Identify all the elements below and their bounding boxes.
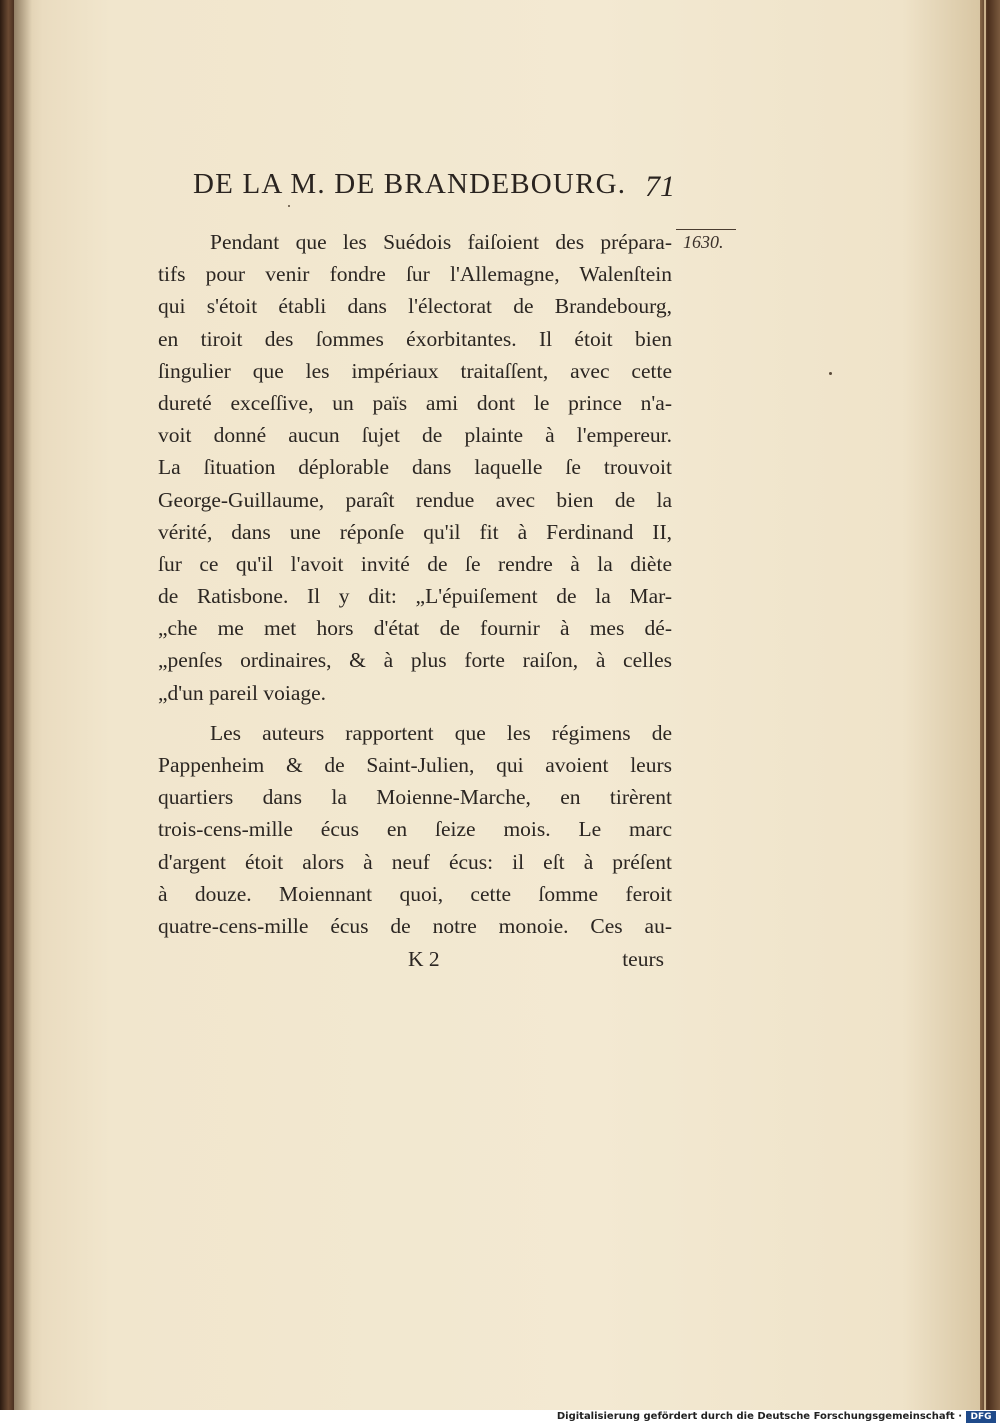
text-line: dureté exceſſive, un païs ami dont le prince n'a- — [158, 390, 672, 415]
text-line: ſur ce qu'il l'avoit invité de ſe rendre à la diète — [158, 551, 672, 576]
text-line: à douze. Moiennant quoi, cette ſomme feroit — [158, 881, 672, 906]
running-head — [193, 168, 683, 208]
signature-mark: K 2 — [408, 947, 440, 971]
text-line: Pendant que les Suédois faiſoient des prépara- — [210, 230, 672, 254]
digitization-credit-bar — [0, 1410, 1000, 1425]
text-line: en tiroit des ſommes éxorbitantes. Il étoit bien — [158, 326, 672, 351]
paper-speck — [829, 372, 832, 375]
margin-note-year: 1630. — [683, 232, 724, 252]
text-line: ſingulier que les impériaux traitaſſent, avec cette — [158, 358, 672, 383]
page-stack-edge — [980, 0, 1000, 1410]
text-line: vérité, dans une réponſe qu'il fit à Ferdinand II, — [158, 519, 672, 544]
text-line: trois-cens-mille écus en ſeize mois. Le marc — [158, 817, 672, 842]
page-footer — [158, 947, 672, 981]
text-line: tifs pour venir fondre ſur l'Allemagne, Walenſtein — [158, 262, 672, 287]
paragraph-1 — [158, 226, 672, 709]
text-line: Les auteurs rapportent que les régimens de — [210, 720, 672, 745]
text-line: „d'un pareil voiage. — [158, 680, 327, 705]
text-line: „che me met hors d'état de fournir à mes dé- — [158, 616, 672, 641]
page-number: 71 — [645, 170, 675, 203]
running-head-title: DE LA M. DE BRANDEBOURG. — [193, 168, 627, 200]
dfg-logo-icon: DFG — [966, 1411, 996, 1423]
text-line: George-Guillaume, paraît rendue avec bien de la — [158, 487, 672, 512]
paper-speck — [288, 205, 290, 207]
digitization-credit-text: Digitalisierung gefördert durch die Deutsche Forschungsgemeinschaft · — [556, 1411, 962, 1422]
margin-note-rule — [676, 229, 736, 230]
text-line: quartiers dans la Moienne-Marche, en tirèrent — [158, 785, 672, 810]
body-text — [158, 226, 672, 942]
text-line: qui s'étoit établi dans l'électorat de Brandebourg, — [158, 294, 672, 319]
text-line: d'argent étoit alors à neuf écus: il eſt à préſent — [158, 849, 672, 874]
text-line: quatre-cens-mille écus de notre monoie. Ces au- — [158, 913, 672, 938]
text-line: de Ratisbone. Il y dit: „L'épuiſement de la Mar- — [158, 584, 672, 609]
paragraph-gap — [158, 709, 672, 717]
text-line: Pappenheim & de Saint-Julien, qui avoient leurs — [158, 753, 672, 777]
book-cover-edge — [0, 0, 14, 1410]
gutter-shadow — [14, 0, 32, 1410]
catchword: teurs — [622, 947, 664, 971]
text-line: La ſituation déplorable dans laquelle ſe trouvoit — [158, 455, 672, 480]
text-line: voit donné aucun ſujet de plainte à l'empereur. — [158, 423, 672, 448]
text-line: „penſes ordinaires, & à plus forte raiſon, à celles — [158, 648, 672, 673]
paragraph-2 — [158, 717, 672, 942]
